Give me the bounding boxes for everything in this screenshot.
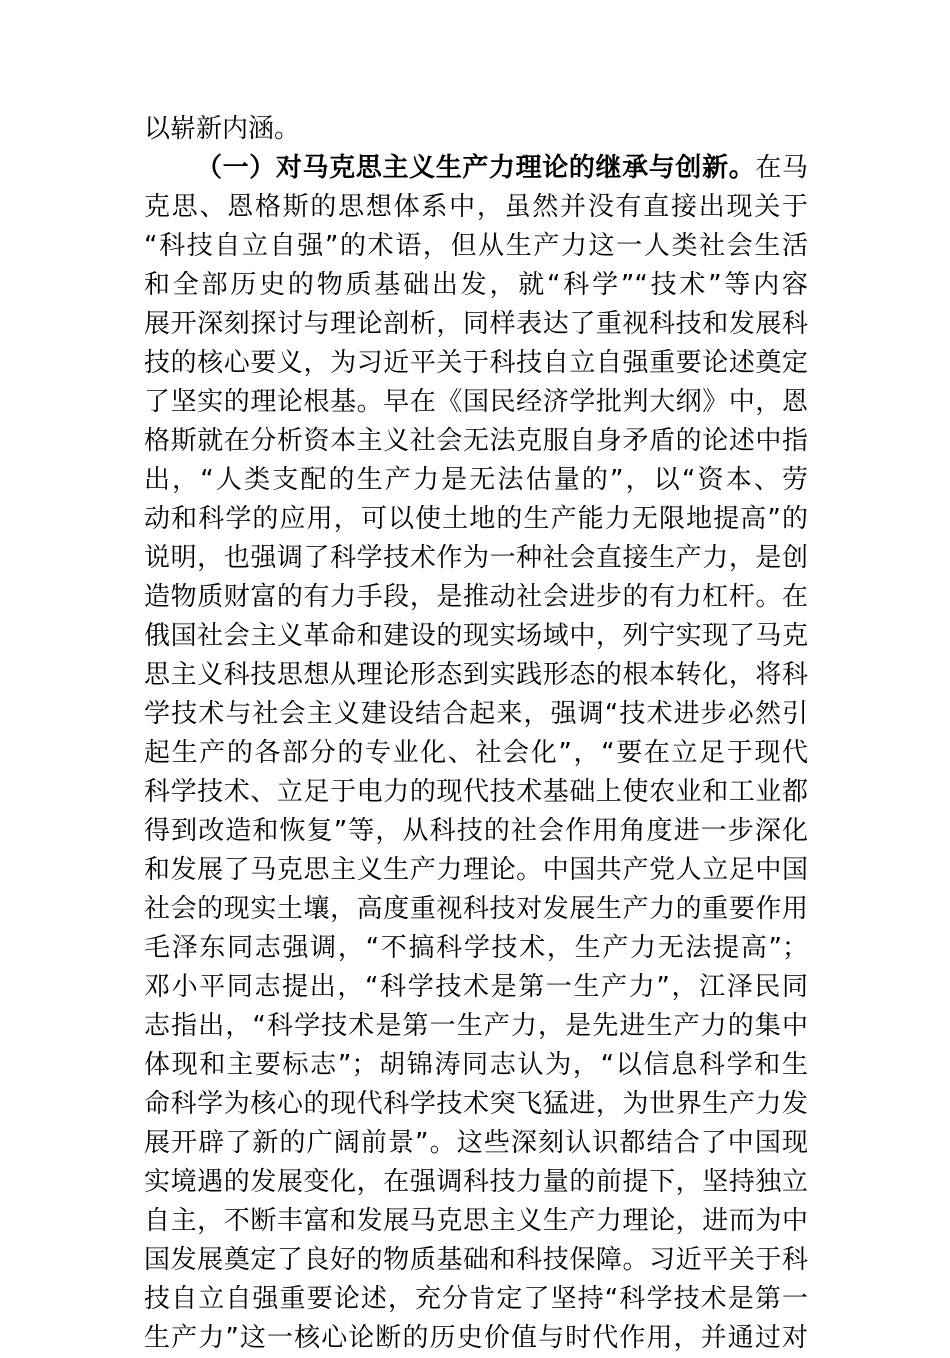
text-line: “科技自立自强”的术语，但从生产力这一人类社会生活 [144,231,808,261]
text-line: 技的核心要义，为习近平关于科技自立自强重要论述奠定 [144,348,808,378]
text-line: 了坚实的理论根基。早在《国民经济学批判大纲》中，恩 [144,387,808,417]
text-line-tail: 在马 [755,153,808,183]
text-line: 社会的现实土壤，高度重视科技对发展生产力的重要作用 [144,894,808,924]
text-line: 动和科学的应用，可以使土地的生产能力无限地提高”的 [144,504,808,534]
text-line: 俄国社会主义革命和建设的现实场域中，列宁实现了马克 [144,621,808,651]
text-line: 和发展了马克思主义生产力理论。中国共产党人立足中国 [144,855,808,885]
body-text [144,110,808,1358]
text-line: 国发展奠定了良好的物质基础和科技保障。习近平关于科 [144,1245,808,1275]
text-line: 和全部历史的物质基础出发，就“科学”“技术”等内容 [144,270,808,300]
text-line: 科学技术、立足于电力的现代技术基础上使农业和工业都 [144,777,808,807]
text-line: 以崭新内涵。 [144,114,301,144]
text-line: 技自立自强重要论述，充分肯定了坚持“科学技术是第一 [144,1284,808,1314]
text-line: 思主义科技思想从理论形态到实践形态的根本转化，将科 [144,660,808,690]
text-line: 实境遇的发展变化，在强调科技力量的前提下，坚持独立 [144,1167,808,1197]
text-line: 体现和主要标志”；胡锦涛同志认为，“以信息科学和生 [144,1050,808,1080]
text-line: 命科学为核心的现代科学技术突飞猛进，为世界生产力发 [144,1089,808,1119]
text-line: 克思、恩格斯的思想体系中，虽然并没有直接出现关于 [144,192,808,222]
text-line: 志指出，“科学技术是第一生产力，是先进生产力的集中 [144,1011,808,1041]
text-line: 出，“人类支配的生产力是无法估量的”，以“资本、劳 [144,465,808,495]
text-line: 得到改造和恢复”等，从科技的社会作用角度进一步深化 [144,816,808,846]
text-line: 生产力”这一核心论断的历史价值与时代作用，并通过对 [144,1323,808,1353]
section-heading: （一）对马克思主义生产力理论的继承与创新。 [196,153,756,183]
text-line: 毛泽东同志强调，“不搞科学技术，生产力无法提高”； [144,933,808,963]
text-line: 邓小平同志提出，“科学技术是第一生产力”，江泽民同 [144,972,808,1002]
text-line: 起生产的各部分的专业化、社会化”，“要在立足于现代 [144,738,808,768]
text-line: 格斯就在分析资本主义社会无法克服自身矛盾的论述中指 [144,426,808,456]
text-line: 说明，也强调了科学技术作为一种社会直接生产力，是创 [144,543,808,573]
text-line [144,149,808,188]
text-line: 造物质财富的有力手段，是推动社会进步的有力杠杆。在 [144,582,808,612]
text-line: 自主，不断丰富和发展马克思主义生产力理论，进而为中 [144,1206,808,1236]
text-line: 展开深刻探讨与理论剖析，同样表达了重视科技和发展科 [144,309,808,339]
text-line: 展开辟了新的广阔前景”。这些深刻认识都结合了中国现 [144,1128,808,1158]
text-line: 学技术与社会主义建设结合起来，强调“技术进步必然引 [144,699,808,729]
